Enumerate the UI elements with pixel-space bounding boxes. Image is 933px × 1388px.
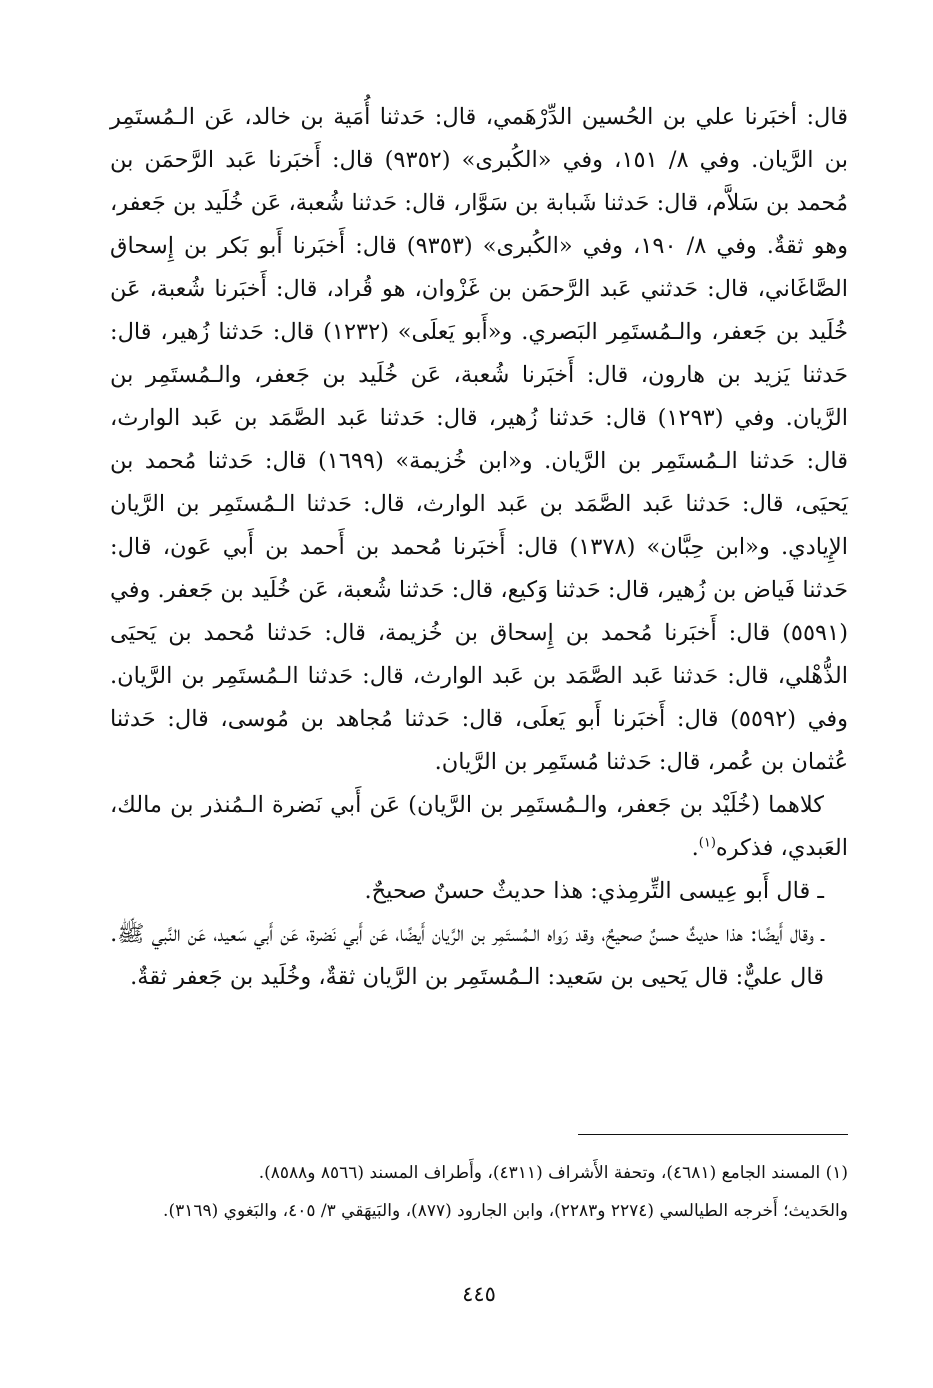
footnote-2: والحَديث؛ أَخرجه الطيالسي (٢٢٧٤ و٢٢٨٣)، وابن الجارود (٨٧٧)، والبَيهَقي ٣/ ٤٠٥، والبَغوي (٣١٦٩). xyxy=(163,1201,848,1221)
tirmidhi-comment-2: ـ وقال أَيضًا: هذا حديثٌ حسنٌ صحيحٌ، وقد رَواه الـمُستَمِر بن الرَّيان أَيضًا، عَن أَبي نَضرة، عَن أَبي سَعيد، عَن النَّبي ﷺ. xyxy=(110,921,824,947)
narration-chain-text: كلاهما (خُلَيْد بن جَعفر، والـمُستَمِر بن الرَّيان) عَن أَبي نَضرة الـمُنذر بن مالك، العَبدي، فذكره xyxy=(110,792,848,861)
hadith-sources-paragraph: قال: أخبَرنا علي بن الحُسين الدِّرْهَمي، قال: حَدثنا أُمَية بن خالد، عَن الـمُستَمِر بن الرَّيان. وفي ٨/ ١٥١، وفي «الكُبرى» (٩٣٥٢) قال: أَخبَرنا عَبد الرَّحمَن بن مُحمد بن سَلاَّم، قال: حَدثنا شَبابة بن سَوَّار، قال: حَدثنا شُعبة، عَن خُلَيد بن جَعفر، وهو ثقةٌ. وفي ٨/ ١٩٠، وفي «الكُبرى» (٩٣٥٣) قال: أَخبَرنا أَبو بَكر بن إِسحاق الصَّاغَاني، قال: حَدثني عَبد الرَّحمَن بن غَزْوان، هو قُراد، قال: أَخبَرنا شُعبة، عَن خُلَيد بن جَعفر، والـمُستَمِر البَصري. و«أَبو يَعلَى» (١٢٣٢) قال: حَدثنا زُهير، قال: حَدثنا يَزيد بن هارون، قال: أَخبَرنا شُعبة، عَن خُلَيد بن جَعفر، والـمُستَمِر بن الرَّيان. وفي (١٢٩٣) قال: حَدثنا زُهير، قال: حَدثنا عَبد الصَّمَد بن عَبد الوارث، قال: حَدثنا الـمُستَمِر بن الرَّيان. و«ابن خُزيمة» (١٦٩٩) قال: حَدثنا مُحمد بن يَحيَى، قال: حَدثنا عَبد الصَّمَد بن عَبد الوارث، قال: حَدثنا الـمُستَمِر بن الرَّيان الإِيادي. و«ابن حِبَّان» (١٣٧٨) قال: أَخبَرنا مُحمد بن أَحمد بن أَبي عَون، قال: حَدثنا فَياض بن زُهير، قال: حَدثنا وَكيع، قال: حَدثنا شُعبة، عَن خُلَيد بن جَعفر. وفي (٥٥٩١) قال: أَخبَرنا مُحمد بن إِسحاق بن خُزيمة، قال: حَدثنا مُحمد بن يَحيَى الذُّهْلي، قال: حَدثنا عَبد الصَّمَد بن عَبد الوارث، قال: حَدثنا الـمُستَمِر بن الرَّيان. وفي (٥٥٩٢) قال: أَخبَرنا أَبو يَعلَى، قال: حَدثنا مُجاهد بن مُوسى، قال: حَدثنا عُثمان بن عُمر، قال: حَدثنا مُستَمِر بن الرَّيان. xyxy=(110,104,849,775)
tirmidhi-comment-1: ـ قال أَبو عِيسى التِّرمِذي: هذا حديثٌ حسنٌ صحيحٌ. xyxy=(364,878,824,904)
ali-comment: قال عليٌّ: قال يَحيى بن سَعيد: الـمُستَمِر بن الرَّيان ثقةٌ، وخُلَيد بن جَعفر ثقةٌ. xyxy=(130,964,824,990)
main-text xyxy=(110,96,848,999)
footnotes xyxy=(110,1154,848,1230)
footnote-reference-marker: (١) xyxy=(698,835,716,851)
narration-chain-end: . xyxy=(691,835,699,861)
page-number: ٤٤٥ xyxy=(462,1282,496,1306)
footnote-divider xyxy=(578,1134,848,1135)
footnote-1: (١) المسند الجامع (٤٦٨١)، وتحفة الأَشراف (٤٣١١)، وأَطراف المسند (٨٥٦٦ و٨٥٨٨). xyxy=(258,1163,848,1183)
narration-chain-paragraph xyxy=(110,784,848,870)
book-page xyxy=(110,96,848,1336)
